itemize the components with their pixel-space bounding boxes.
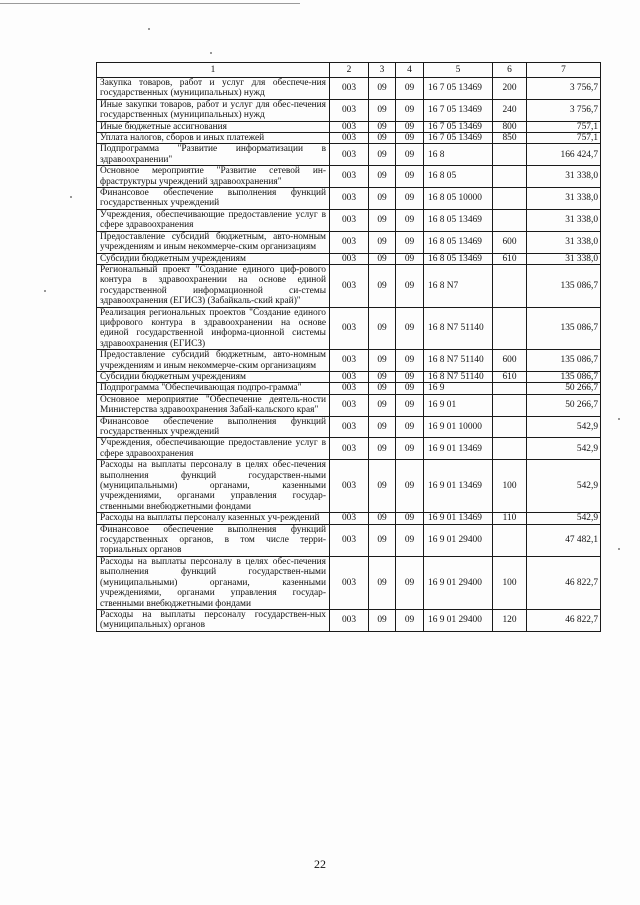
- expense-type-cell: 600: [493, 231, 527, 253]
- ministry-code-cell: 003: [330, 253, 369, 264]
- scan-speck: [618, 418, 620, 420]
- section-code-cell: 09: [369, 438, 396, 460]
- expense-type-cell: [493, 188, 527, 210]
- subsection-code-cell: 09: [396, 556, 424, 609]
- table-row: [97, 416, 601, 438]
- row-name-cell: Предоставление субсидий бюджетным, авто-номным учреждениям и иным некоммерче-ским организациям: [97, 231, 330, 253]
- amount-cell: 542,9: [527, 513, 601, 524]
- target-article-cell: 16 8 05 10000: [424, 188, 493, 210]
- table-row: [97, 438, 601, 460]
- target-article-cell: 16 8 05 13469: [424, 253, 493, 264]
- expense-type-cell: [493, 416, 527, 438]
- table-row: [97, 231, 601, 253]
- section-code-cell: 09: [369, 524, 396, 556]
- amount-cell: 31 338,0: [527, 253, 601, 264]
- target-article-cell: 16 8 N7 51140: [424, 350, 493, 372]
- row-name-cell: Расходы на выплаты персоналу в целях обес-печения выполнения функций государствен-ными (муниципальными) органами, казенными учреждениями, органами управления государ-ственными внебюджетными фондами: [97, 556, 330, 609]
- row-name-cell: Уплата налогов, сборов и иных платежей: [97, 133, 330, 144]
- expense-type-cell: [493, 438, 527, 460]
- amount-cell: 135 086,7: [527, 350, 601, 372]
- ministry-code-cell: 003: [330, 609, 369, 631]
- subsection-code-cell: 09: [396, 371, 424, 382]
- column-header: 1: [97, 63, 330, 78]
- expense-type-cell: [493, 144, 527, 166]
- expense-type-cell: 600: [493, 350, 527, 372]
- budget-table: [96, 62, 601, 632]
- amount-cell: 542,9: [527, 416, 601, 438]
- ministry-code-cell: 003: [330, 133, 369, 144]
- table-row: [97, 144, 601, 166]
- table-row: [97, 460, 601, 513]
- subsection-code-cell: 09: [396, 438, 424, 460]
- target-article-cell: 16 7 05 13469: [424, 133, 493, 144]
- amount-cell: 542,9: [527, 460, 601, 513]
- expense-type-cell: 800: [493, 121, 527, 132]
- target-article-cell: 16 9 01: [424, 394, 493, 416]
- amount-cell: 542,9: [527, 438, 601, 460]
- subsection-code-cell: 09: [396, 513, 424, 524]
- section-code-cell: 09: [369, 166, 396, 188]
- expense-type-cell: 240: [493, 99, 527, 121]
- row-name-cell: Субсидии бюджетным учреждениям: [97, 371, 330, 382]
- amount-cell: 31 338,0: [527, 231, 601, 253]
- expense-type-cell: 610: [493, 371, 527, 382]
- subsection-code-cell: 09: [396, 209, 424, 231]
- ministry-code-cell: 003: [330, 121, 369, 132]
- target-article-cell: 16 9 01 29400: [424, 524, 493, 556]
- subsection-code-cell: 09: [396, 99, 424, 121]
- table-row: [97, 556, 601, 609]
- section-code-cell: 09: [369, 609, 396, 631]
- amount-cell: 31 338,0: [527, 209, 601, 231]
- target-article-cell: 16 7 05 13469: [424, 121, 493, 132]
- section-code-cell: 09: [369, 188, 396, 210]
- table-row: [97, 350, 601, 372]
- target-article-cell: 16 9 01 13469: [424, 513, 493, 524]
- amount-cell: 50 266,7: [527, 394, 601, 416]
- amount-cell: 31 338,0: [527, 166, 601, 188]
- target-article-cell: 16 8 N7 51140: [424, 307, 493, 350]
- section-code-cell: 09: [369, 350, 396, 372]
- row-name-cell: Подпрограмма "Развитие информатизации в здравоохранении": [97, 144, 330, 166]
- section-code-cell: 09: [369, 264, 396, 307]
- table-row: [97, 166, 601, 188]
- column-header: 4: [396, 63, 424, 78]
- target-article-cell: 16 7 05 13469: [424, 78, 493, 100]
- scan-speck: [618, 548, 620, 550]
- row-name-cell: Финансовое обеспечение выполнения функций государственных учреждений: [97, 188, 330, 210]
- expense-type-cell: [493, 166, 527, 188]
- target-article-cell: 16 8 05 13469: [424, 231, 493, 253]
- expense-type-cell: [493, 524, 527, 556]
- amount-cell: 757,1: [527, 133, 601, 144]
- section-code-cell: 09: [369, 133, 396, 144]
- subsection-code-cell: 09: [396, 264, 424, 307]
- amount-cell: 135 086,7: [527, 371, 601, 382]
- ministry-code-cell: 003: [330, 350, 369, 372]
- ministry-code-cell: 003: [330, 99, 369, 121]
- expense-type-cell: [493, 383, 527, 394]
- ministry-code-cell: 003: [330, 78, 369, 100]
- section-code-cell: 09: [369, 253, 396, 264]
- expense-type-cell: 850: [493, 133, 527, 144]
- table-row: [97, 371, 601, 382]
- table-row: [97, 121, 601, 132]
- subsection-code-cell: 09: [396, 253, 424, 264]
- expense-type-cell: 610: [493, 253, 527, 264]
- scan-speck: [210, 52, 212, 54]
- ministry-code-cell: 003: [330, 460, 369, 513]
- subsection-code-cell: 09: [396, 121, 424, 132]
- expense-type-cell: [493, 394, 527, 416]
- section-code-cell: 09: [369, 460, 396, 513]
- amount-cell: 46 822,7: [527, 556, 601, 609]
- ministry-code-cell: 003: [330, 231, 369, 253]
- ministry-code-cell: 003: [330, 307, 369, 350]
- table-row: [97, 524, 601, 556]
- amount-cell: 3 756,7: [527, 78, 601, 100]
- subsection-code-cell: 09: [396, 188, 424, 210]
- ministry-code-cell: 003: [330, 166, 369, 188]
- scan-top-rule: [0, 3, 300, 4]
- row-name-cell: Подпрограмма "Обеспечивающая подпро-грамма": [97, 383, 330, 394]
- target-article-cell: 16 9: [424, 383, 493, 394]
- table-header-row: [97, 63, 601, 78]
- target-article-cell: 16 8 N7 51140: [424, 371, 493, 382]
- target-article-cell: 16 9 01 13469: [424, 438, 493, 460]
- table-row: [97, 609, 601, 631]
- row-name-cell: Расходы на выплаты персоналу государствен-ных (муниципальных) органов: [97, 609, 330, 631]
- ministry-code-cell: 003: [330, 371, 369, 382]
- expense-type-cell: [493, 264, 527, 307]
- row-name-cell: Закупка товаров, работ и услуг для обеспече-ния государственных (муниципальных) нужд: [97, 78, 330, 100]
- column-header: 5: [424, 63, 493, 78]
- expense-type-cell: 120: [493, 609, 527, 631]
- section-code-cell: 09: [369, 144, 396, 166]
- table-row: [97, 188, 601, 210]
- column-header: 3: [369, 63, 396, 78]
- row-name-cell: Предоставление субсидий бюджетным, авто-номным учреждениям и иным некоммерче-ским организациям: [97, 350, 330, 372]
- row-name-cell: Основное мероприятие "Развитие сетевой ин-фраструктуры учреждений здравоохранения": [97, 166, 330, 188]
- target-article-cell: 16 8: [424, 144, 493, 166]
- target-article-cell: 16 9 01 13469: [424, 460, 493, 513]
- subsection-code-cell: 09: [396, 460, 424, 513]
- subsection-code-cell: 09: [396, 394, 424, 416]
- table-row: [97, 513, 601, 524]
- ministry-code-cell: 003: [330, 416, 369, 438]
- subsection-code-cell: 09: [396, 231, 424, 253]
- amount-cell: 135 086,7: [527, 264, 601, 307]
- expense-type-cell: 200: [493, 78, 527, 100]
- ministry-code-cell: 003: [330, 209, 369, 231]
- subsection-code-cell: 09: [396, 78, 424, 100]
- table-row: [97, 209, 601, 231]
- ministry-code-cell: 003: [330, 513, 369, 524]
- scan-speck: [70, 196, 72, 198]
- row-name-cell: Основное мероприятие "Обеспечение деятель-ности Министерства здравоохранения Забай-кальского края": [97, 394, 330, 416]
- section-code-cell: 09: [369, 513, 396, 524]
- amount-cell: 3 756,7: [527, 99, 601, 121]
- expense-type-cell: 100: [493, 556, 527, 609]
- row-name-cell: Иные бюджетные ассигнования: [97, 121, 330, 132]
- ministry-code-cell: 003: [330, 438, 369, 460]
- subsection-code-cell: 09: [396, 144, 424, 166]
- row-name-cell: Субсидии бюджетным учреждениям: [97, 253, 330, 264]
- table-row: [97, 78, 601, 100]
- ministry-code-cell: 003: [330, 394, 369, 416]
- target-article-cell: 16 9 01 29400: [424, 556, 493, 609]
- table-row: [97, 99, 601, 121]
- table-row: [97, 264, 601, 307]
- ministry-code-cell: 003: [330, 264, 369, 307]
- ministry-code-cell: 003: [330, 188, 369, 210]
- row-name-cell: Реализация региональных проектов "Создание единого цифрового контура в здравоохранении на основе единой государственной информа-ционной системы здравоохранения (ЕГИСЗ): [97, 307, 330, 350]
- section-code-cell: 09: [369, 383, 396, 394]
- page-number: 22: [314, 857, 326, 871]
- amount-cell: 757,1: [527, 121, 601, 132]
- section-code-cell: 09: [369, 231, 396, 253]
- amount-cell: 31 338,0: [527, 188, 601, 210]
- amount-cell: 46 822,7: [527, 609, 601, 631]
- ministry-code-cell: 003: [330, 383, 369, 394]
- table-row: [97, 394, 601, 416]
- table-row: [97, 307, 601, 350]
- column-header: 6: [493, 63, 527, 78]
- row-name-cell: Финансовое обеспечение выполнения функций государственных учреждений: [97, 416, 330, 438]
- row-name-cell: Региональный проект "Создание единого циф-рового контура в здравоохранении на основе единой государственной информационной си-стемы здравоохранения (ЕГИСЗ) (Забайкаль-ский край)": [97, 264, 330, 307]
- subsection-code-cell: 09: [396, 133, 424, 144]
- section-code-cell: 09: [369, 556, 396, 609]
- subsection-code-cell: 09: [396, 609, 424, 631]
- row-name-cell: Финансовое обеспечение выполнения функций государственных органов, в том числе терри-ториальных органов: [97, 524, 330, 556]
- target-article-cell: 16 8 05: [424, 166, 493, 188]
- section-code-cell: 09: [369, 416, 396, 438]
- target-article-cell: 16 8 N7: [424, 264, 493, 307]
- row-name-cell: Иные закупки товаров, работ и услуг для обес-печения государственных (муниципальных) нужд: [97, 99, 330, 121]
- subsection-code-cell: 09: [396, 416, 424, 438]
- amount-cell: 50 266,7: [527, 383, 601, 394]
- target-article-cell: 16 9 01 10000: [424, 416, 493, 438]
- row-name-cell: Учреждения, обеспечивающие предоставление услуг в сфере здравоохранения: [97, 438, 330, 460]
- subsection-code-cell: 09: [396, 524, 424, 556]
- target-article-cell: 16 9 01 29400: [424, 609, 493, 631]
- amount-cell: 47 482,1: [527, 524, 601, 556]
- table-row: [97, 253, 601, 264]
- column-header: 2: [330, 63, 369, 78]
- target-article-cell: 16 7 05 13469: [424, 99, 493, 121]
- expense-type-cell: 110: [493, 513, 527, 524]
- scan-speck: [148, 28, 150, 30]
- ministry-code-cell: 003: [330, 524, 369, 556]
- subsection-code-cell: 09: [396, 307, 424, 350]
- ministry-code-cell: 003: [330, 144, 369, 166]
- section-code-cell: 09: [369, 209, 396, 231]
- subsection-code-cell: 09: [396, 166, 424, 188]
- ministry-code-cell: 003: [330, 556, 369, 609]
- column-header: 7: [527, 63, 601, 78]
- section-code-cell: 09: [369, 121, 396, 132]
- section-code-cell: 09: [369, 371, 396, 382]
- row-name-cell: Расходы на выплаты персоналу казенных уч-реждений: [97, 513, 330, 524]
- subsection-code-cell: 09: [396, 383, 424, 394]
- amount-cell: 166 424,7: [527, 144, 601, 166]
- expense-type-cell: 100: [493, 460, 527, 513]
- target-article-cell: 16 8 05 13469: [424, 209, 493, 231]
- section-code-cell: 09: [369, 78, 396, 100]
- row-name-cell: Расходы на выплаты персоналу в целях обес-печения выполнения функций государствен-ными (муниципальными) органами, казенными учреждениями, органами управления государ-ственными внебюджетными фондами: [97, 460, 330, 513]
- table-row: [97, 133, 601, 144]
- subsection-code-cell: 09: [396, 350, 424, 372]
- expense-type-cell: [493, 307, 527, 350]
- expense-type-cell: [493, 209, 527, 231]
- scan-speck: [44, 290, 46, 292]
- table-row: [97, 383, 601, 394]
- section-code-cell: 09: [369, 99, 396, 121]
- amount-cell: 135 086,7: [527, 307, 601, 350]
- section-code-cell: 09: [369, 394, 396, 416]
- row-name-cell: Учреждения, обеспечивающие предоставление услуг в сфере здравоохранения: [97, 209, 330, 231]
- section-code-cell: 09: [369, 307, 396, 350]
